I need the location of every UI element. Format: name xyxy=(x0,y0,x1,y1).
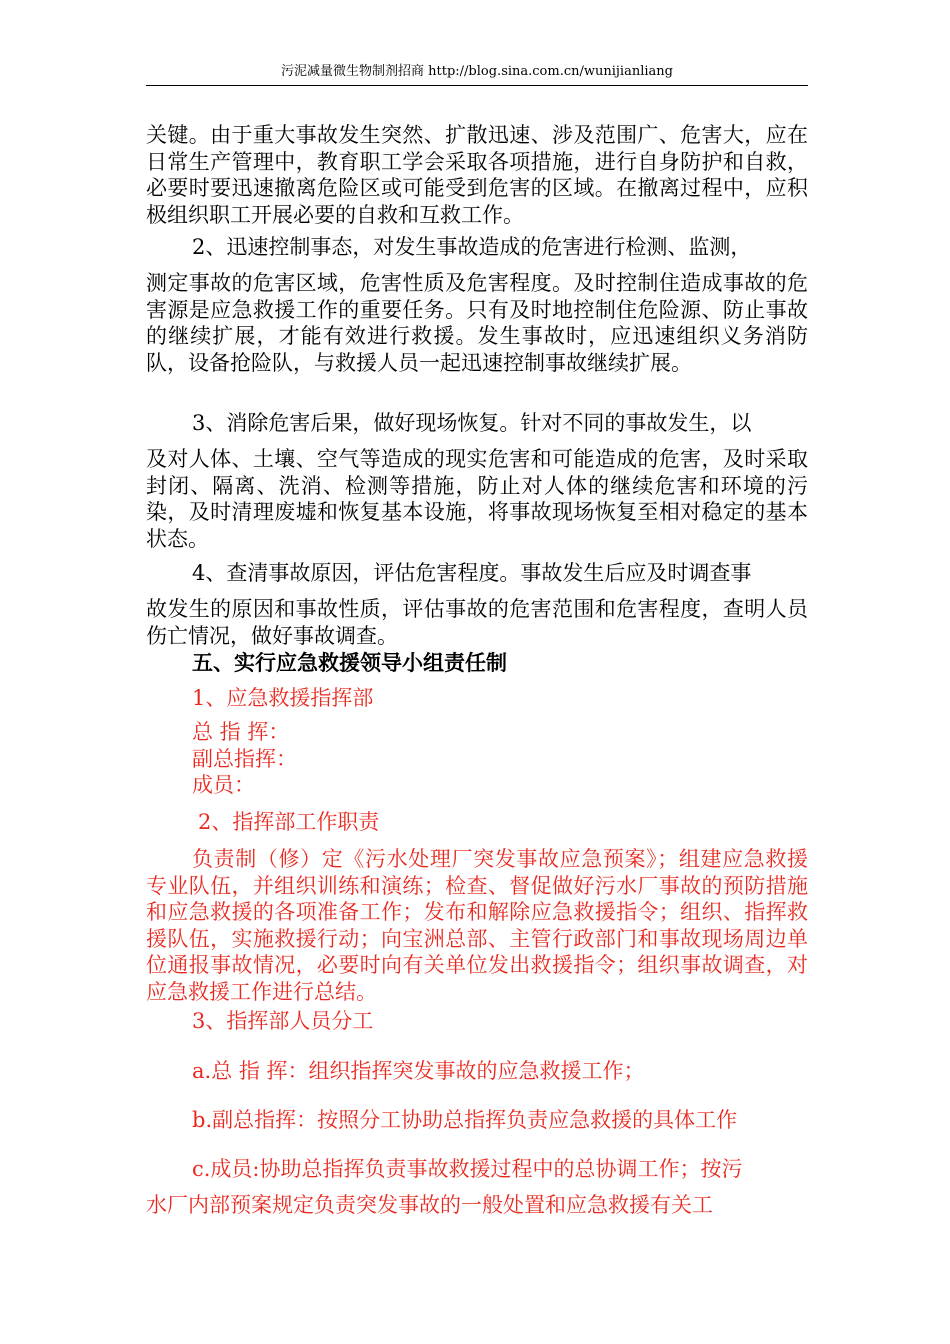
sub-heading-1 xyxy=(146,685,808,712)
paragraph-text: 负责制（修）定《污水处理厂突发事故应急预案》；组建应急救援专业队伍，并组织训练和演练；检查、督促做好污水厂事故的预防措施和应急救援的各项准备工作；发布和解除应急救援指令；组织、指挥救援队伍，实施救援行动；向宝洲总部、主管行政部门和事故现场周边单位通报事故情况，必要时向有关单位发出救援指令；组织事故调查，对应急救援工作进行总结。 xyxy=(146,847,808,1004)
paragraph-text: 故发生的原因和事故性质，评估事故的危害范围和危害程度，查明人员伤亡情况，做好事故调查。 xyxy=(146,597,808,648)
role-text: b.副总指挥：按照分工协助总指挥负责应急救援的具体工作 xyxy=(192,1108,738,1132)
deputy-commander-label: 副总指挥： xyxy=(192,746,297,771)
sub-heading-2 xyxy=(146,809,808,836)
sub-heading-3 xyxy=(146,1008,808,1035)
role-b xyxy=(146,1107,808,1134)
role-a xyxy=(146,1058,808,1085)
members-label: 成员： xyxy=(192,773,255,797)
paragraph-4 xyxy=(146,560,808,587)
paragraph-text: 测定事故的危害区域，危害性质及危害程度。及时控制住造成事故的危害源是应急救援工作的重要任务。只有及时地控制住危险源、防止事故的继续扩展，才能有效进行救援。发生事故时，应迅速组织义务消防队，设备抢险队，与救援人员一起迅速控制事故继续扩展。 xyxy=(146,271,808,375)
role-text: a.总 指 挥：组织指挥突发事故的应急救援工作； xyxy=(192,1059,645,1083)
paragraph-first-line: 2、迅速控制事态，对发生事故造成的危害进行检测、监测， xyxy=(192,235,752,259)
role-first-line: c.成员:协助总指挥负责事故救援过程中的总协调工作；按污 xyxy=(192,1157,743,1181)
paragraph-first-line: 3、消除危害后果，做好现场恢复。针对不同的事故发生，以 xyxy=(192,411,752,435)
paragraph-3 xyxy=(146,410,808,437)
paragraph-text: 关键。由于重大事故发生突然、扩散迅速、涉及范围广、危害大，应在日常生产管理中，教育职工学会采取各项措施，进行自身防护和自救，必要时要迅速撤离危险区或可能受到危害的区域。在撤离过程中，应积极组织职工开展必要的自救和互救工作。 xyxy=(146,123,808,227)
command-roster xyxy=(146,719,808,799)
paragraph-2 xyxy=(146,234,808,261)
section-heading: 五、实行应急救援领导小组责任制 xyxy=(192,650,507,675)
sub-heading-text: 1、应急救援指挥部 xyxy=(192,686,374,710)
duties-paragraph xyxy=(146,846,808,1005)
role-text: 水厂内部预案规定负责突发事故的一般处置和应急救援有关工 xyxy=(146,1193,713,1217)
paragraph-first-line: 4、查清事故原因，评估危害程度。事故发生后应及时调查事 xyxy=(192,561,752,585)
role-c-rest xyxy=(146,1192,808,1219)
paragraph-4-rest xyxy=(146,596,808,649)
sub-heading-text: 3、指挥部人员分工 xyxy=(192,1009,374,1033)
page-header xyxy=(146,62,808,86)
header-text: 污泥减量微生物制剂招商 http://blog.sina.com.cn/wunijianliang xyxy=(281,64,673,79)
sub-heading-text: 2、指挥部工作职责 xyxy=(198,810,380,834)
paragraph-1 xyxy=(146,122,808,228)
role-c xyxy=(146,1156,808,1183)
paragraph-2-rest xyxy=(146,270,808,376)
paragraph-3-rest xyxy=(146,446,808,552)
section-5-heading xyxy=(146,650,808,677)
paragraph-text: 及对人体、土壤、空气等造成的现实危害和可能造成的危害，及时采取封闭、隔离、洗消、检测等措施，防止对人体的继续危害和环境的污染，及时清理废墟和恢复基本设施，将事故现场恢复至相对稳定的基本状态。 xyxy=(146,447,808,551)
commander-label: 总 指 挥： xyxy=(192,720,290,744)
